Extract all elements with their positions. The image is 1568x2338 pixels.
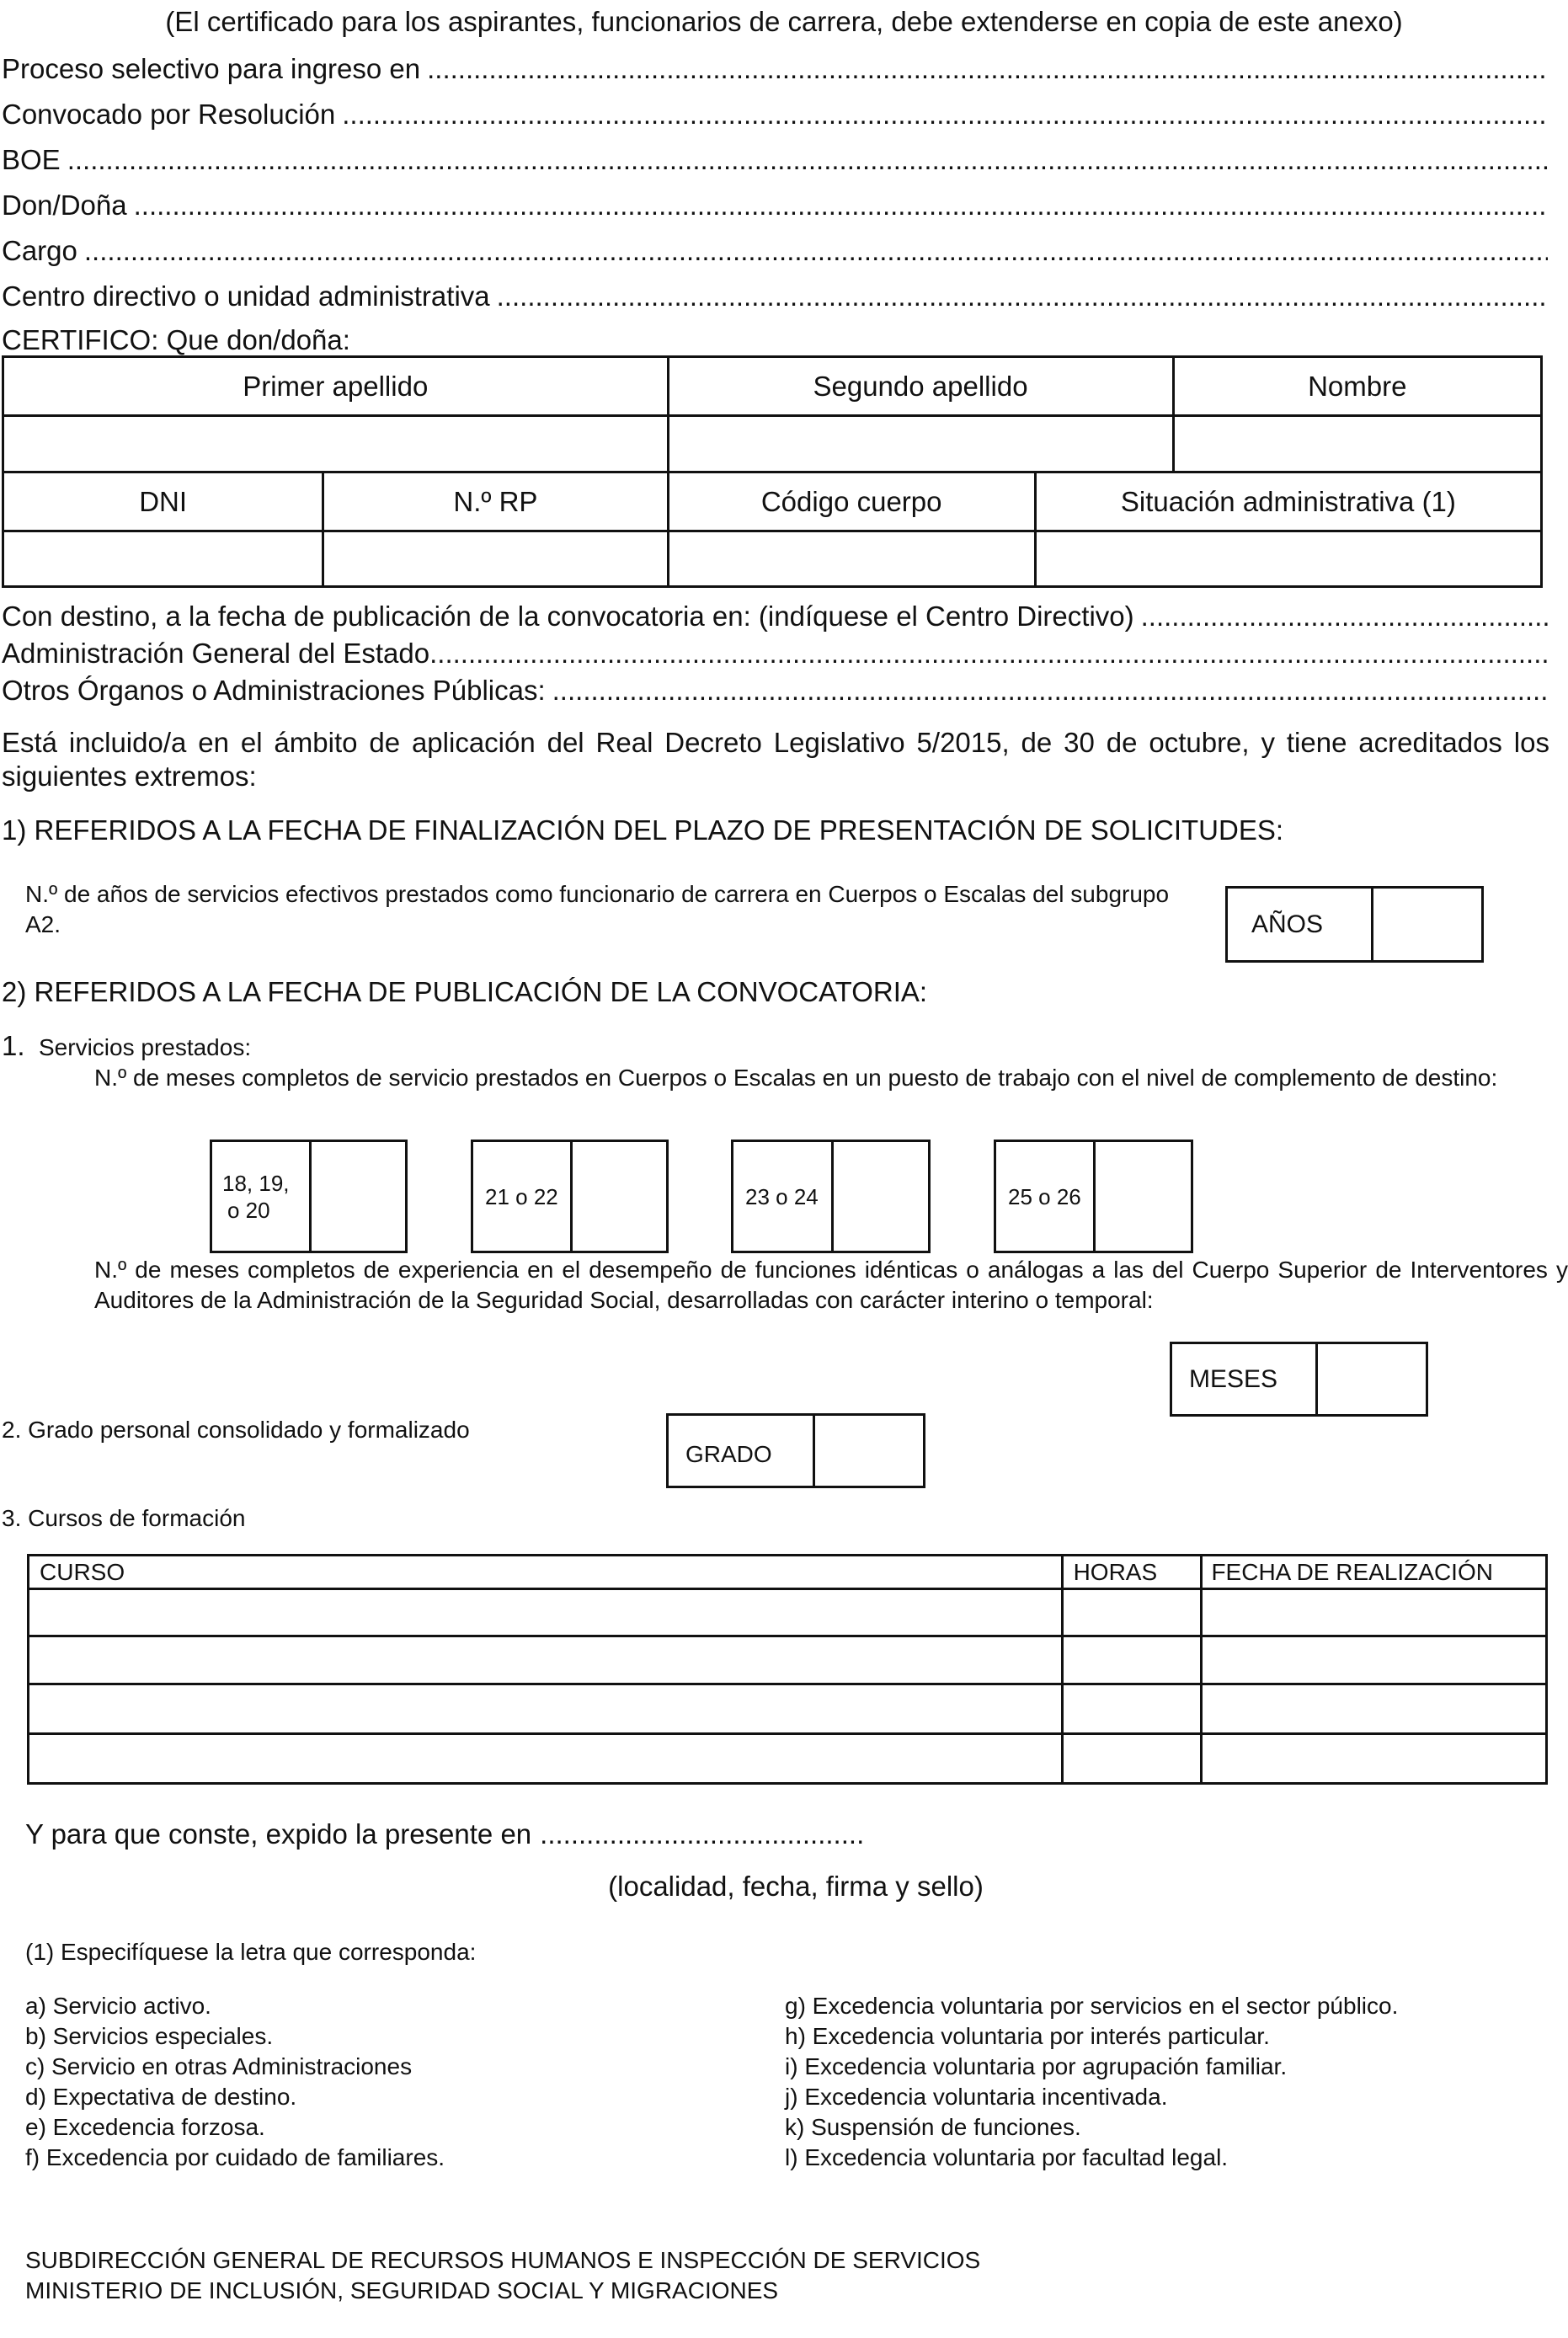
grado-value-field[interactable] [815,1416,923,1486]
footnote-item-a: a) Servicio activo. [25,1993,211,2019]
fecha-field[interactable] [1202,1636,1547,1684]
item1-heading [2,1029,251,1063]
primer-apellido-field[interactable] [3,416,669,472]
dotted-field[interactable] [429,637,1548,670]
footnote-item-c: c) Servicio en otras Administraciones [25,2053,413,2079]
footnote-item-k: k) Suspensión de funciones. [785,2114,1081,2140]
form-line-label: Convocado por Resolución [2,99,336,130]
footer-line1: SUBDIRECCIÓN GENERAL DE RECURSOS HUMANOS E INSPECCIÓN DE SERVICIOS [25,2247,981,2273]
dotted-field[interactable] [84,234,1548,268]
months-service-text: N.º de meses completos de servicio prestados en Cuerpos o Escalas en un puesto de trabajo con el nivel de complemento de destino: [94,1065,1498,1091]
scope-paragraph: Está incluido/a en el ámbito de aplicación del Real Decreto Legislativo 5/2015, de 30 de octubre, y tiene acreditados los siguientes extremos: [2,727,1549,792]
footnote-item-b: b) Servicios especiales. [25,2023,274,2049]
experience-text: N.º de meses completos de experiencia en el desempeño de funciones idénticas o análogas a las del Cuerpo Superior de Interventores y Auditores de la Administración de la Seguridad Social, desarrolladas con carácter interino o temporal: [94,1257,1568,1313]
form-line-cargo[interactable] [2,234,1548,268]
horas-field[interactable] [1062,1684,1202,1734]
form-line-proceso[interactable] [2,52,1548,86]
level-box-25-26 [994,1140,1193,1253]
level-label-line2: o 20 [227,1197,270,1223]
table-row [29,1684,1547,1734]
section2-title: 2) REFERIDOS A LA FECHA DE PUBLICACIÓN DE LA CONVOCATORIA: [2,976,928,1007]
fecha-field[interactable] [1202,1734,1547,1784]
footnote-title: (1) Especifíquese la letra que corresponda: [25,1939,477,1965]
segundo-apellido-field[interactable] [668,416,1173,472]
section1-title: 1) REFERIDOS A LA FECHA DE FINALIZACIÓN DEL PLAZO DE PRESENTACIÓN DE SOLICITUDES: [2,814,1284,846]
footnote-item-d: d) Expectativa de destino. [25,2084,297,2110]
dotted-field[interactable] [67,143,1548,177]
identity-table [2,355,1543,588]
form-line-don-dona[interactable] [2,189,1548,222]
table-row [29,1589,1547,1636]
months-box [1170,1342,1428,1417]
years-box [1225,886,1484,963]
destination-line-age[interactable] [2,637,1548,670]
form-line-label: Cargo [2,235,77,266]
level-box-21-22 [471,1140,669,1253]
nombre-field[interactable] [1173,416,1541,472]
dotted-field[interactable] [342,98,1548,131]
years-box-label: AÑOS [1228,889,1373,960]
curso-field[interactable] [29,1684,1063,1734]
level-value-23-24[interactable] [834,1142,928,1251]
level-box-23-24 [731,1140,931,1253]
grado-box-label: GRADO [669,1416,815,1486]
curso-field[interactable] [29,1734,1063,1784]
fecha-field[interactable] [1202,1589,1547,1636]
form-line-centro-directivo[interactable] [2,280,1548,313]
table-row [29,1734,1547,1784]
footnote-item-f: f) Excedencia por cuidado de familiares. [25,2144,445,2170]
years-value-field[interactable] [1373,889,1481,960]
footer-org [25,2245,980,2306]
item3-label: 3. Cursos de formación [2,1505,246,1531]
fecha-field[interactable] [1202,1684,1547,1734]
destination-line-centro[interactable] [2,600,1548,633]
item1-number: 1. [2,1030,25,1061]
level-box-18-19-20 [210,1140,408,1253]
item1-label: Servicios prestados: [39,1034,252,1060]
level-value-18-19-20[interactable] [312,1142,405,1251]
footnote-item-e: e) Excedencia forzosa. [25,2114,265,2140]
table-row [29,1636,1547,1684]
signature-note: (localidad, fecha, firma y sello) [608,1871,984,1902]
footnote-item-i: i) Excedencia voluntaria por agrupación familiar. [785,2053,1288,2079]
level-label-18-19-20 [212,1142,312,1251]
level-label-23-24: 23 o 24 [733,1142,834,1251]
footnote-left-list [25,1991,445,2173]
months-box-label: MESES [1172,1344,1318,1414]
grado-box [666,1413,925,1488]
horas-field[interactable] [1062,1734,1202,1784]
closing-line [25,1818,864,1851]
destination-label: Administración General del Estado [2,638,430,669]
destination-label: Otros Órganos o Administraciones Públicas: [2,675,546,706]
col-header-curso: CURSO [29,1556,1063,1589]
header-note: (El certificado para los aspirantes, funcionarios de carrera, debe extenderse en copia de este anexo) [165,6,1403,37]
footnote-item-l: l) Excedencia voluntaria por facultad legal. [785,2144,1229,2170]
footnote-item-j: j) Excedencia voluntaria incentivada. [785,2084,1168,2110]
level-value-21-22[interactable] [573,1142,666,1251]
dotted-field[interactable] [552,674,1548,707]
footnote-item-h: h) Excedencia voluntaria por interés particular. [785,2023,1270,2049]
item2-label: 2. Grado personal consolidado y formalizado [2,1417,470,1443]
destination-label: Con destino, a la fecha de publicación de la convocatoria en: (indíquese el Centro Directivo) [2,601,1134,632]
dotted-field[interactable] [1141,600,1548,633]
header-primer-apellido: Primer apellido [3,357,669,416]
courses-table [27,1554,1548,1785]
header-dni: DNI [3,472,323,531]
months-value-field[interactable] [1318,1344,1426,1414]
curso-field[interactable] [29,1636,1063,1684]
form-line-boe[interactable] [2,143,1548,177]
col-header-horas: HORAS [1062,1556,1202,1589]
dotted-field[interactable] [134,189,1548,222]
footnote-right-list [785,1991,1398,2173]
dotted-field[interactable] [497,280,1548,313]
level-label-line1: 18, 19, [222,1170,290,1196]
closing-text: Y para que conste, expido la presente en [25,1818,532,1850]
form-line-label: BOE [2,144,61,175]
header-codigo-cuerpo: Código cuerpo [668,472,1035,531]
level-label-21-22: 21 o 22 [473,1142,573,1251]
curso-field[interactable] [29,1589,1063,1636]
nrp-field[interactable] [323,531,668,587]
situacion-administrativa-field[interactable] [1035,531,1541,587]
years-service-text: N.º de años de servicios efectivos prestados como funcionario de carrera en Cuerpos o Escalas del subgrupo A2. [25,881,1170,937]
level-label-25-26: 25 o 26 [996,1142,1096,1251]
col-header-fecha: FECHA DE REALIZACIÓN [1202,1556,1547,1589]
codigo-cuerpo-field[interactable] [668,531,1035,587]
dotted-field[interactable] [427,52,1548,86]
dni-field[interactable] [3,531,323,587]
level-value-25-26[interactable] [1096,1142,1191,1251]
form-line-label: Proceso selectivo para ingreso en [2,53,421,84]
header-nombre: Nombre [1173,357,1541,416]
footer-line2: MINISTERIO DE INCLUSIÓN, SEGURIDAD SOCIAL Y MIGRACIONES [25,2277,779,2303]
destination-line-otros[interactable] [2,674,1548,707]
form-line-label: Centro directivo o unidad administrativa [2,280,490,312]
form-line-label: Don/Doña [2,189,127,221]
header-situacion-administrativa: Situación administrativa (1) [1035,472,1541,531]
footnote-item-g: g) Excedencia voluntaria por servicios en el sector público. [785,1993,1399,2019]
certifico-label: CERTIFICO: Que don/doña: [2,324,350,355]
horas-field[interactable] [1062,1589,1202,1636]
horas-field[interactable] [1062,1636,1202,1684]
form-line-convocado[interactable] [2,98,1548,131]
closing-dotted-field[interactable]: .......................................... [540,1818,865,1850]
header-nrp: N.º RP [323,472,668,531]
header-segundo-apellido: Segundo apellido [668,357,1173,416]
